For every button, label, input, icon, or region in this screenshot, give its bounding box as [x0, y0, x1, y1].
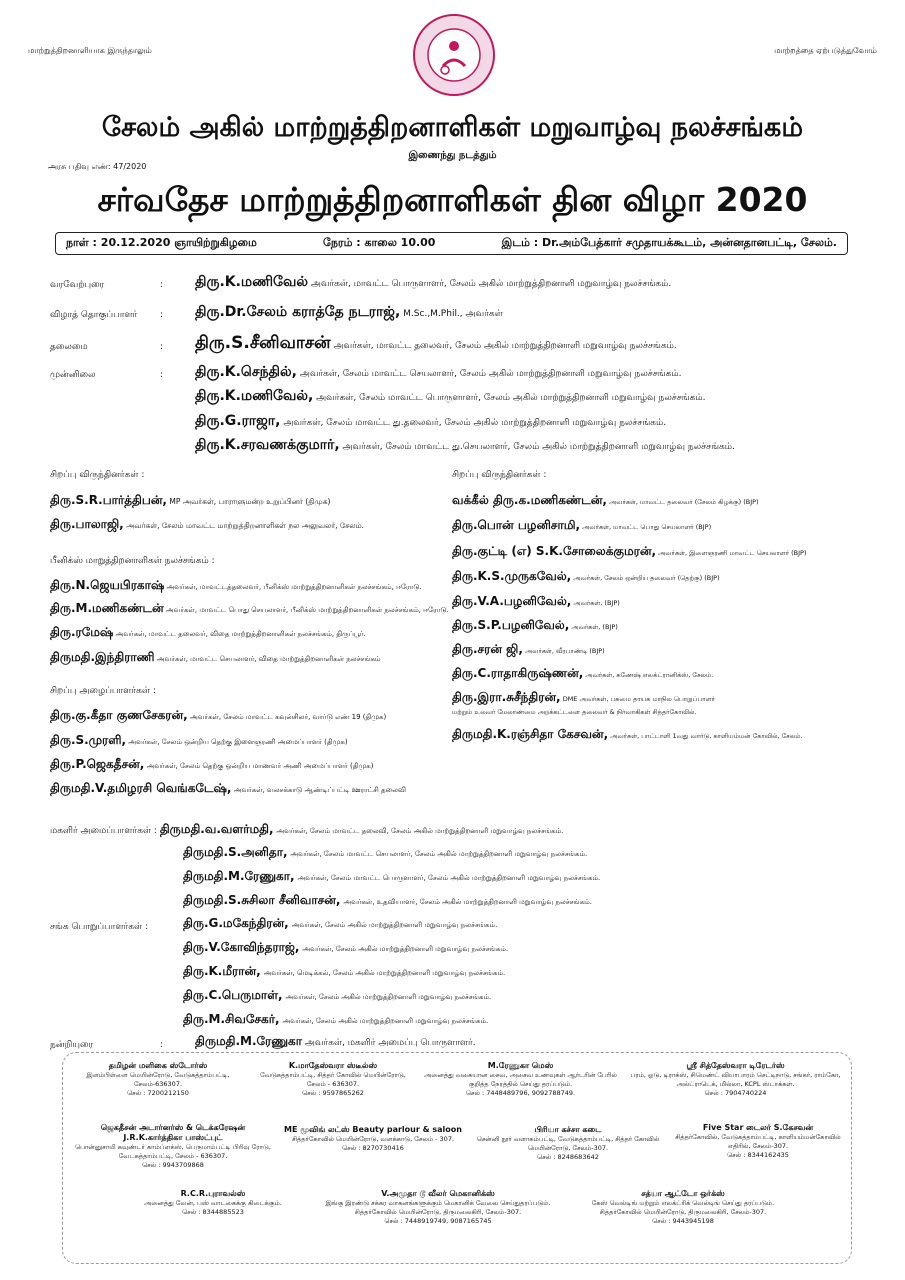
- sponsor-name: ஜெகதீசன் அடார்னர்ஸ் & டெக்கரேஷன் J.R.K.கார்த்திகா பாஸ்ட்புட்: [100, 1123, 246, 1142]
- left-guest-row: [50, 517, 364, 533]
- colon: :: [160, 280, 164, 290]
- sponsor-name: M.ரேணுகா மெஸ்: [487, 1061, 554, 1070]
- person-name: வக்கீல் திரு.க.மணிகண்டன்,: [452, 493, 607, 507]
- right-guest-row: [452, 594, 620, 610]
- munnilai-row: [195, 388, 706, 406]
- person-name: திருமதி.M.ரேணுகா: [195, 1034, 303, 1048]
- colon: :: [160, 1040, 164, 1050]
- sponsor-phone: செல் : 9443945198: [652, 1217, 714, 1225]
- program-row: [195, 333, 677, 355]
- sponsor-name: R.C.R.புராவல்ஸ்: [180, 1189, 246, 1198]
- thanks-row: [195, 1034, 476, 1050]
- person-desc: அவர்கள், (BJP): [571, 623, 618, 631]
- event-date: நாள் : 20.12.2020 ஞாயிற்றுகிழமை: [66, 236, 257, 249]
- sponsor-address: பரம், ஓடு, டிராக்ஸ், சிமெண்ட் வியாபாரம் செட்டிநாடு, சங்கர், ராம்கோ, அல்ட்ராடெக், மில்லா, KCPL ஸ்டாக்கள்.: [630, 1071, 841, 1088]
- right-guest-row: [452, 518, 711, 534]
- invitee-row: [50, 708, 386, 724]
- person-desc: அவர்கள், சேலம் தெற்கு ஒன்றிய மாணவர் அணி அமைப்பாளர் (திமுக): [146, 762, 374, 770]
- munnilai-label: முன்னிலை: [50, 370, 96, 380]
- sponsor-card: [628, 1061, 843, 1098]
- right-guest-row: [452, 690, 715, 706]
- invitees-title: சிறப்பு அழைப்பாளர்கள் :: [50, 686, 156, 696]
- sponsor-address: அனைத்து வேன், பஸ் வாடகைக்கு கிடைக்கும்.: [144, 1199, 282, 1207]
- person-desc: அவர்கள், சேலம் மாவட்ட து.செயலாளர், சேலம் அகில் மாற்றுத்திறனாளி மறுவாழ்வு நலச்சங்கம்.: [342, 442, 735, 452]
- sponsor-name: ME மூவிங் லட்ஸ் Beauty parlour & saloon: [284, 1125, 462, 1134]
- person-name: திரு.C.பெருமாள்,: [183, 988, 283, 1002]
- sponsor-phone: செல் : 7904740224: [704, 1089, 767, 1097]
- sponsor-address: சென்னி நூர் வளாகம்பட்டி, வேடுகத்தாம்பட்டி, சித்தர் கோவில் மெயின்ரோடு, சேலம்-307.: [476, 1135, 660, 1152]
- person-name: திரு.K.மீரான்,: [183, 964, 261, 978]
- sponsor-card: [253, 1061, 413, 1098]
- munnilai-row: [195, 413, 666, 431]
- person-desc: அவர்கள், மெடிக்கல், சேலம் அகில் மாற்றுத்திறனாளி மறுவாழ்வு நலச்சங்கம்.: [263, 969, 506, 977]
- person-name: திரு.K.S.முருகவேல்,: [452, 569, 572, 583]
- event-venue: இடம் : Dr.அம்பேத்கார் சமுதாயக்கூடம், அன்னதானபட்டி, சேலம்.: [501, 236, 837, 249]
- person-desc: அவர்கள், உதவியாளர், சேலம் அகில் மாற்றுத்திறனாளி மறுவாழ்வு நலச்சங்கம்.: [343, 898, 593, 906]
- sponsor-name: V.அமுதா டூ வீலர் மெகானிக்ஸ்: [381, 1189, 495, 1198]
- sponsor-name: Five Star டைலர் S.கேசவன்: [702, 1123, 814, 1132]
- person-desc: அவர்கள், சேலம் அகில் மாற்றுத்திறனாளி மறுவாழ்வு நலச்சங்கம்.: [285, 993, 492, 1001]
- women-row: [183, 893, 592, 909]
- registration-number: அரசு பதிவு எண்: 47/2020: [48, 162, 147, 171]
- person-name: திரு.குட்டி (எ) S.K.சோலைக்குமரன்,: [452, 544, 657, 558]
- person-desc: அவர்கள், (BJP): [573, 599, 620, 607]
- sponsor-address: அனைத்து வகையான சைவ, அசைவ உணவுகள் ஆர்டரின் பேரில் குறித்த நேரத்தில் செய்து தரப்படும்.: [424, 1071, 617, 1088]
- sponsor-name: ஸ்ரீ சித்தேஸ்வரா டிரேடர்ஸ்: [686, 1061, 785, 1070]
- person-name: திரு.G.ராஜா,: [195, 413, 281, 429]
- left-guest-row: [50, 493, 330, 509]
- munnilai-row: [195, 364, 682, 382]
- person-desc: அவர்கள், மாவட்ட தலைவர் (சேலம் கிழக்கு) (BJP): [609, 498, 759, 506]
- person-name: திருமதி.வ.வளர்மதி,: [159, 822, 274, 836]
- women-row: [183, 869, 600, 885]
- person-name: திரு.S.R.பார்த்திபன்,: [50, 493, 167, 507]
- sponsor-name: சத்யா ஆட்டோ ஒர்க்ஸ்: [641, 1189, 725, 1198]
- sponsor-phone: செல் : 8344885523: [182, 1208, 244, 1216]
- program-label: விழாத் தொகுப்பாளர்: [50, 310, 138, 320]
- sponsor-phone: செல் : 7200212150: [127, 1089, 189, 1097]
- person-desc: அவர்கள், இளைஞரணி மாவட்ட செயலாளர் (BJP): [658, 549, 807, 557]
- person-name: திருமதி.S.அனிதா,: [183, 845, 288, 859]
- office-row: [183, 1012, 488, 1028]
- person-name: திரு.K.மணிவேல்: [195, 274, 308, 290]
- person-desc: அவர்கள், சேலம் ஒன்றிய தலைவர் (தெற்கு) (BJP): [573, 574, 720, 582]
- person-desc: அவர்கள், சேலம் அகில் மாற்றுத்திறனாளி மறுவாழ்வு நலச்சங்கம்.: [282, 1017, 489, 1025]
- colon: :: [160, 370, 164, 380]
- sponsor-name: தமிழன் மளிகை ஸ்டோர்ஸ்: [108, 1061, 208, 1070]
- person-name: திருமதி.இந்திராணி: [50, 650, 155, 664]
- person-desc: அவர்கள், சேலம் மாவட்ட செயலாளர், சேலம் அகில் மாற்றுத்திறனாளி மறுவாழ்வு நலச்சங்கம்.: [299, 369, 682, 379]
- sponsor-card: [73, 1123, 273, 1170]
- person-name: திரு.Dr.சேலம் கராத்தே நடராஜ்,: [195, 304, 401, 320]
- person-desc: MP அவர்கள், பாராளுமன்ற உறுப்பினர் (திமுக): [169, 497, 331, 506]
- sponsor-phone: செல் : 7448489796, 9092788749.: [465, 1089, 576, 1097]
- colon: :: [160, 342, 164, 352]
- sponsors-box: [62, 1052, 852, 1264]
- phoenix-row: [50, 601, 449, 617]
- person-name: திருமதி.V.தமிழரசி வெங்கடேஷ்,: [50, 781, 232, 795]
- person-name: திரு.பாலாஜி,: [50, 517, 124, 531]
- sponsor-card: [283, 1125, 463, 1153]
- sponsor-card: [673, 1123, 843, 1160]
- person-desc: அவர்கள், சேலம் மாவட்ட தலைவி, சேலம் அகில் மாற்றுத்திறனாளி மறுவாழ்வு நலச்சங்கம்.: [276, 827, 564, 835]
- women-row: [50, 822, 563, 838]
- person-desc: அவர்கள், மகளிர் அமைப்பு பொருளாளர்.: [304, 1038, 476, 1048]
- program-row: [195, 274, 671, 292]
- sponsor-card: [473, 1125, 663, 1162]
- person-name: திரு.S.P.பழனிவேல்,: [452, 618, 570, 632]
- person-desc: அவர்கள், வீரபாண்டி (BJP): [525, 647, 605, 655]
- right-guest-row: [452, 493, 759, 509]
- event-title: சர்வதேச மாற்றுத்திறனாளிகள் தின விழா 2020: [97, 180, 808, 219]
- sponsor-address: வேடுகத்தாம்பட்டி, சித்தர் கோவில் மெயின்ரோடு, சேலம் - 636307.: [260, 1071, 406, 1088]
- right-guest-row: [452, 642, 605, 658]
- sponsor-card: [313, 1189, 563, 1226]
- person-desc: அவர்கள், மாவட்ட செயலாளர், விதை மாற்றுத்திறனாளிகள் நலச்சங்கம்: [156, 655, 381, 663]
- program-row: [195, 304, 503, 322]
- office-row: [183, 988, 491, 1004]
- phoenix-row: [50, 650, 381, 666]
- person-name: திரு.M.சிவசேகர்,: [183, 1012, 280, 1026]
- person-name: திரு.M.மணிகண்டன்: [50, 601, 164, 615]
- association-logo: [413, 14, 495, 96]
- right-guests-title: சிறப்பு விருந்தினர்கள் :: [452, 470, 547, 480]
- person-desc: அவர்கள், சேலம் அகில் மாற்றுத்திறனாளி மறுவாழ்வு நலச்சங்கம்.: [291, 921, 498, 929]
- sponsor-address: இங்கு இரண்டு சக்கர வாகனங்களுக்கும் மெகானிக் வேலை செய்துதரப்படும். சித்தர்கோவில் மெயின்ரோடு, திருமலைகிரி, சேலம்-307.: [325, 1199, 551, 1216]
- office-row: [183, 916, 497, 932]
- event-info-box: [55, 232, 848, 255]
- sponsor-phone: செல் : 8270730416: [342, 1144, 404, 1152]
- person-name: திருமதி.M.ரேணுகா,: [183, 869, 295, 883]
- sponsor-card: [123, 1189, 303, 1217]
- person-desc: அவர்கள், மாவட்ட பொது செயலாளர் (BJP): [582, 523, 712, 531]
- person-desc: அவர்கள், சேலம் மாவட்ட செயலாளர், சேலம் அகில் மாற்றுத்திறனாளி மறுவாழ்வு நலச்சங்கம்.: [290, 850, 588, 858]
- sponsor-phone: செல் : 9597865262: [302, 1089, 364, 1097]
- sponsor-name: K.மாதேஸ்வரா ஸ்டீல்ஸ்: [288, 1061, 378, 1070]
- invitee-row: [50, 781, 406, 797]
- person-name: திரு.கு.கீதா குணசேகரன்,: [50, 708, 188, 722]
- sponsor-address: பொன்னுசாமி கவுண்டர் காம்ப்ளக்ஸ், பெருமாம்பட்டி பிரிவு ரோடு, வேடகத்தாம்பட்டி, சேலம் - 636307.: [75, 1143, 271, 1160]
- office-label: சங்க பொறுப்பாளர்கள் :: [50, 922, 149, 932]
- person-name: திரு.P.ஜெகதீசன்,: [50, 757, 145, 771]
- person-desc: அவர்கள், கணேஷ் எலக்ட்ரானிக்ஸ், சேலம்.: [585, 671, 714, 679]
- sponsor-phone: செல் : 7448919749, 9087165745: [384, 1217, 492, 1225]
- person-name: திரு.சரன் ஜி,: [452, 642, 523, 656]
- person-desc: அவர்கள், சேலம் மாவட்ட பொருளாளர், சேலம் அகில் மாற்றுத்திறனாளி மறுவாழ்வு நலச்சங்கம்.: [297, 874, 601, 882]
- person-name: திரு.K.சரவணக்குமார்,: [195, 437, 340, 453]
- person-name: திரு.ரமேஷ்: [50, 625, 114, 639]
- sponsor-name: பிரியா கச்சா கடை: [534, 1125, 602, 1134]
- person-name: திரு.N.ஜெயபிரகாஷ்: [50, 578, 165, 592]
- person-desc: அவர்கள், வலசக்காடு ஆண்டிப்பட்டி ஊராட்சி தலைவி: [233, 786, 406, 794]
- person-name: திரு.K.மணிவேல்,: [195, 388, 314, 404]
- left-guests-title: சிறப்பு விருந்தினர்கள் :: [50, 470, 145, 480]
- thanks-label: நன்றியுரை: [50, 1040, 94, 1050]
- person-desc: DME அவர்கள், பசுமை தாயக மாநில பொறுப்பாளர்: [562, 695, 715, 703]
- logo-emblem-icon: [415, 16, 493, 94]
- sponsor-address: இளம்பிள்ளை மெயின்ரோடு, வேடுகத்தாம்பட்டி, சேலம்-636307.: [86, 1071, 230, 1088]
- person-name: திரு.S.சீனிவாசன்: [195, 333, 331, 353]
- right-guest-row: [452, 544, 807, 560]
- person-desc: அவர்கள், சேலம் மாவட்ட கவுன்சிலர், வார்டு எண் 19 (திமுக): [189, 713, 387, 721]
- person-name: திரு.G.மகேந்திரன்,: [183, 916, 289, 930]
- person-desc: அவர்கள், சேலம் மாவட்ட மாற்றுத்திறனாளிகள் நல அலுவலர், சேலம்.: [126, 521, 365, 530]
- right-extra-line: மற்றும் உலவர் மேலாண்மை அறக்கட்டளை தலைவர் & நிர்வாகிகள் சித்தர்கோவில்.: [452, 708, 697, 716]
- person-desc: அவர்கள், மாவட்ட தலைவர், விதை மாற்றுத்திறனாளிகள் நலச்சங்கம், திருப்பூர்.: [115, 630, 366, 638]
- colon: :: [160, 310, 164, 320]
- person-name: திருமதி.K.ரஞ்சிதா கேசவன்,: [452, 727, 609, 741]
- sponsor-phone: செல் : 8344162435: [727, 1151, 789, 1159]
- person-name: திருமதி.S.சுசிலா சீனிவாசன்,: [183, 893, 341, 907]
- person-desc: அவர்கள், சேலம் ஒன்றிய தெற்கு இளைஞரணி அமைப்பாளர் (திமுக): [128, 738, 348, 746]
- person-desc: அவர்கள், மாவட்ட பொது செயலாளர், பீனிக்ஸ் மாற்றுத்திறனாளிகள் நலச்சங்கம், ஈரோடு.: [165, 606, 449, 614]
- right-guest-row: [452, 618, 618, 634]
- person-desc: அவர்கள், பாட்டாளி 1வது வார்டு, காளியம்மன் கோவில், சேலம்.: [610, 732, 803, 740]
- women-row: [183, 845, 587, 861]
- phoenix-row: [50, 578, 422, 594]
- office-row: [183, 940, 508, 956]
- person-desc: அவர்கள், மாவட்டத்தலைவர், பீனிக்ஸ் மாற்றுத்திறனாளிகள் நலச்சங்கம், ஈரோடு.: [166, 583, 422, 591]
- program-label: வரவேற்புரை: [50, 280, 105, 290]
- person-name: திரு.S.முரளி,: [50, 733, 127, 747]
- person-desc: அவர்கள், சேலம் மாவட்ட து.தலைவர், சேலம் அகில் மாற்றுத்திறனாளி மறுவாழ்வு நலச்சங்கம்.: [283, 418, 667, 428]
- person-desc: அவர்கள், மாவட்ட பொருளாளர், சேலம் அகில் மாற்றுத்திறனாளி மறுவாழ்வு நலச்சங்கம்.: [310, 279, 672, 289]
- right-guest-row: [452, 569, 720, 585]
- phoenix-title: பீனிக்ஸ் மாறுத்திறனாளிகள் நலச்சங்கம் :: [50, 556, 215, 566]
- person-desc: அவர்கள், சேலம் அகில் மாற்றுத்திறனாளி மறுவாழ்வு நலச்சங்கம்.: [302, 945, 509, 953]
- munnilai-row: [195, 437, 735, 455]
- person-name: திரு.K.செந்தில்,: [195, 364, 297, 380]
- phoenix-row: [50, 625, 366, 641]
- sponsor-address: சித்தர்கோவில் மெயின்ரோடு, வளக்காடு, சேலம் - 307.: [291, 1135, 455, 1143]
- left-slogan: மாற்றுத்திறனாளியாக இருந்தாலும்: [28, 46, 152, 55]
- person-name: திரு.C.ராதாகிருஷ்ணன்,: [452, 666, 584, 680]
- right-slogan: மாற்றத்தை ஏற்படுத்துவோம்: [774, 46, 877, 55]
- sponsor-phone: செல் : 8248683642: [537, 1153, 599, 1161]
- sponsor-card: [573, 1189, 793, 1226]
- person-name: திரு.பொன் பழனிசாமி,: [452, 518, 581, 532]
- program-label: தலைமை: [50, 342, 88, 352]
- section-label: மகளிர் அமைப்பாளர்கள் :: [50, 826, 157, 836]
- joint-note: இணைந்து நடத்தும்: [408, 150, 497, 161]
- right-guest-row: [452, 666, 713, 682]
- person-name: திரு.இரா.சுசீந்திரன்,: [452, 690, 561, 704]
- sponsor-address: சித்தர்கோவில், வேடுகத்தாம்பட்டி, காளியம்மன்கோவில் எதிரில், சேலம்-307.: [675, 1133, 841, 1150]
- right-guest-row: [452, 727, 803, 743]
- invitee-row: [50, 757, 374, 773]
- organization-title: சேலம் அகில் மாற்றுத்திறனாளிகள் மறுவாழ்வு நலச்சங்கம்: [101, 112, 804, 143]
- sponsor-phone: செல் : 9943709868: [142, 1161, 204, 1169]
- person-name: திரு.V.A.பழனிவேல்,: [452, 594, 572, 608]
- office-row: [183, 964, 505, 980]
- sponsor-card: [73, 1061, 243, 1098]
- person-name: திரு.V.கோவிந்தராஜ்,: [183, 940, 300, 954]
- person-desc: அவர்கள், மாவட்ட தலைவர், சேலம் அகில் மாற்றுத்திறனாளி மறுவாழ்வு நலச்சங்கம்.: [333, 341, 677, 351]
- event-time: நேரம் : காலை 10.00: [323, 236, 436, 249]
- sponsor-address: கேஸ் வெல்டிங் மற்றும் எலக்ட்ரிக் வெல்டிங் செய்து தரப்படும். சித்தர்கோவில் மெயின்ரோடு, திருமலைகிரி, சேலம்-307.: [591, 1199, 775, 1216]
- person-desc: அவர்கள், சேலம் மாவட்ட பொருளாளர், சேலம் அகில் மாற்றுத்திறனாளி மறுவாழ்வு நலச்சங்கம்.: [316, 393, 706, 403]
- person-desc: M.Sc.,M.Phil., அவர்கள்: [403, 309, 503, 319]
- invitee-row: [50, 733, 348, 749]
- sponsor-card: [423, 1061, 618, 1098]
